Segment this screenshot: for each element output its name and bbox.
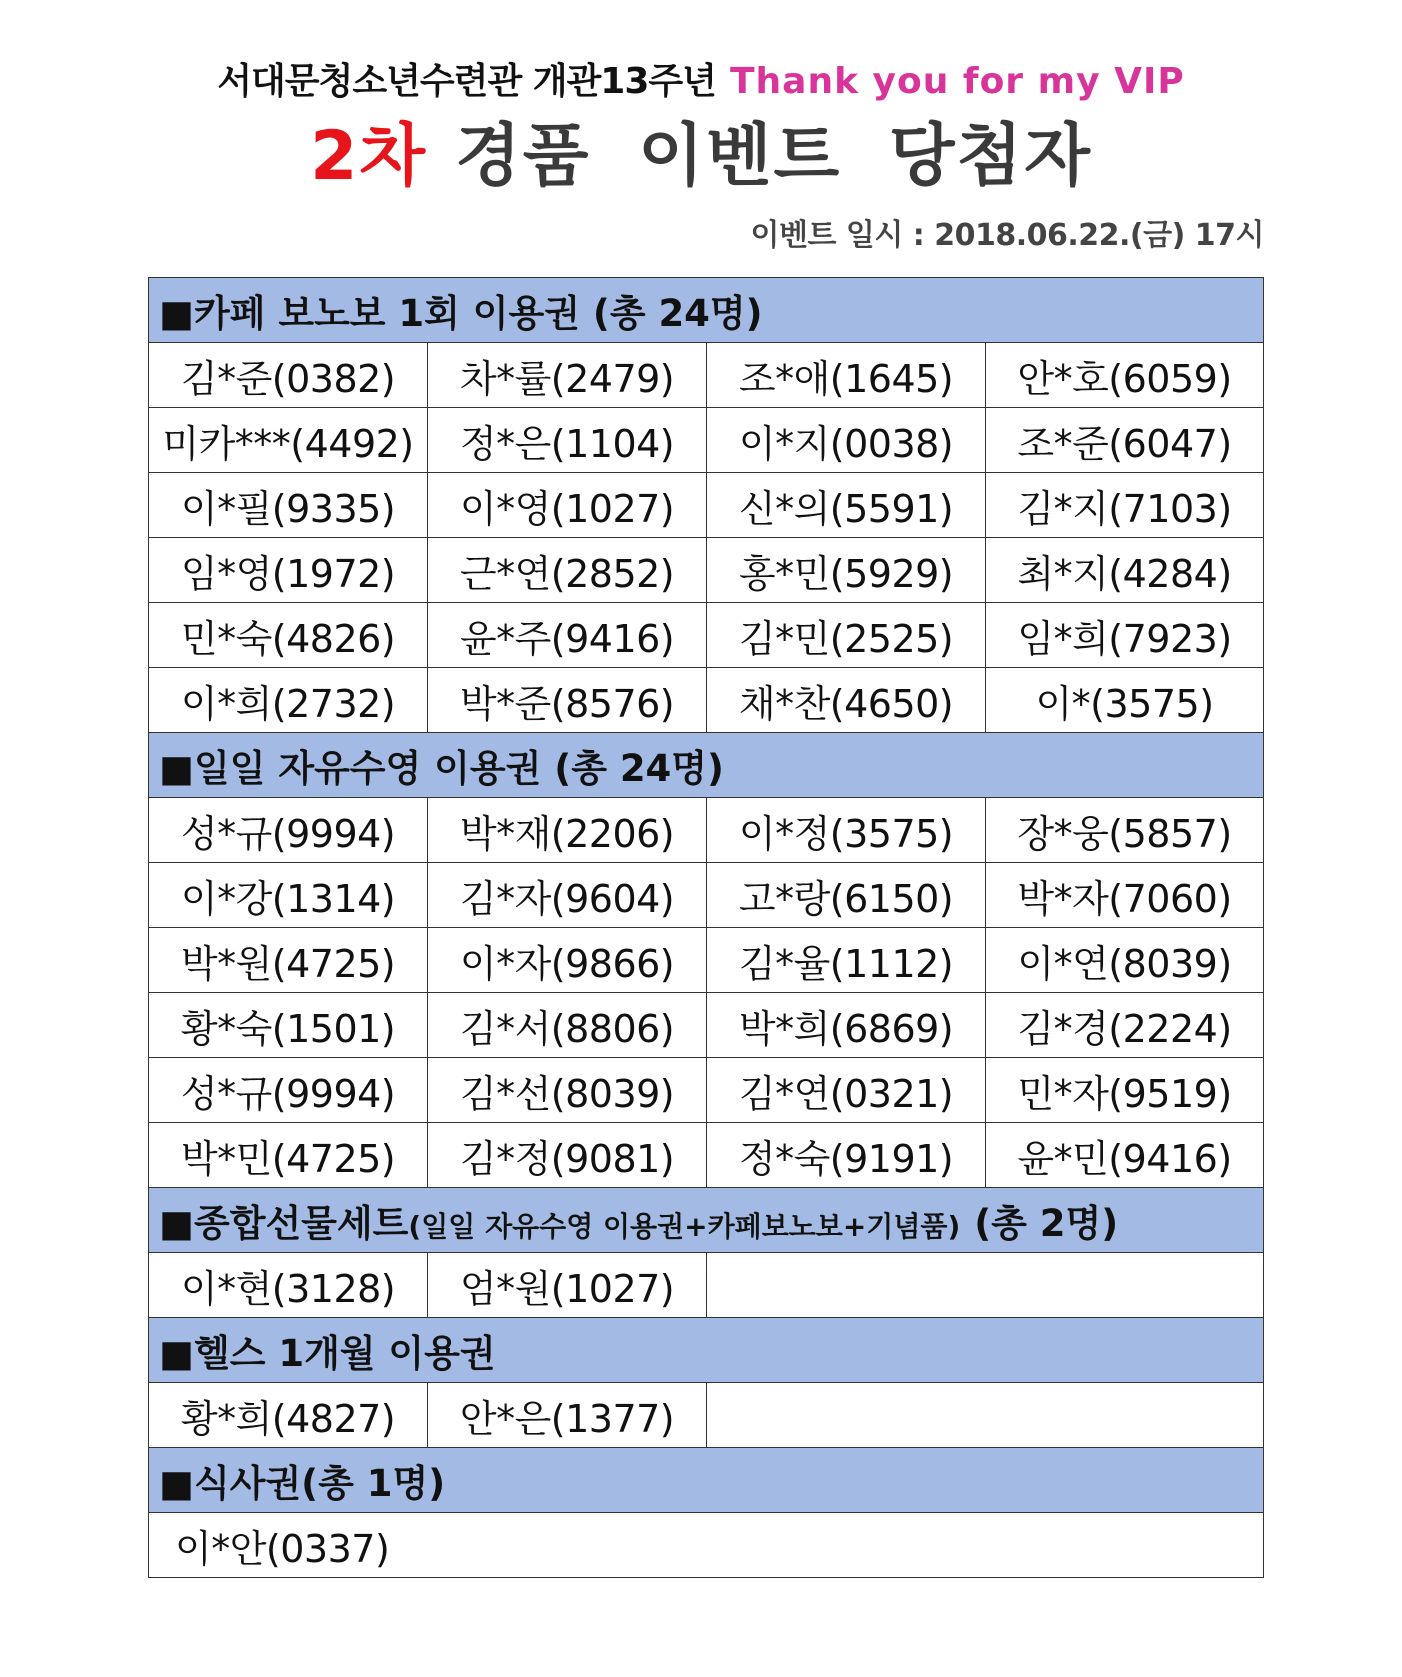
winner-cell: 이*지(0038): [707, 408, 986, 473]
table-row: [149, 798, 1264, 863]
winner-cell: 박*원(4725): [149, 928, 428, 993]
winner-cell: 이*정(3575): [707, 798, 986, 863]
winner-cell: 김*선(8039): [428, 1058, 707, 1123]
section-title: ■식사권(총 1명): [149, 1448, 1264, 1513]
event-date: 이벤트 일시 : 2018.06.22.(금) 17시: [750, 218, 1264, 253]
table-row: [149, 343, 1264, 408]
table-row: [149, 1058, 1264, 1123]
organization-title: 서대문청소년수련관 개관13주년: [217, 61, 716, 102]
winner-cell: 성*규(9994): [149, 798, 428, 863]
winner-cell: 김*서(8806): [428, 993, 707, 1058]
section-title: ■카페 보노보 1회 이용권 (총 24명): [149, 278, 1264, 343]
section-header: [149, 1318, 1264, 1383]
table-row: [149, 928, 1264, 993]
winner-cell: 김*민(2525): [707, 603, 986, 668]
winner-cell: 김*율(1112): [707, 928, 986, 993]
winner-cell: 조*준(6047): [986, 408, 1264, 473]
table-row: [149, 538, 1264, 603]
empty-cell: [707, 1253, 1264, 1318]
winner-cell: 이*(3575): [986, 668, 1264, 733]
winner-cell: 성*규(9994): [149, 1058, 428, 1123]
winner-cell: 박*희(6869): [707, 993, 986, 1058]
winner-cell: 박*준(8576): [428, 668, 707, 733]
round-label: 2차: [310, 117, 428, 196]
winner-cell: 박*자(7060): [986, 863, 1264, 928]
winner-cell: 정*은(1104): [428, 408, 707, 473]
table-row: [149, 863, 1264, 928]
winner-cell: 정*숙(9191): [707, 1123, 986, 1188]
winner-cell: 김*경(2224): [986, 993, 1264, 1058]
table-row: [149, 408, 1264, 473]
table-row: [149, 1513, 1264, 1578]
table-row: [149, 1123, 1264, 1188]
table-row: [149, 993, 1264, 1058]
table-row: [149, 1383, 1264, 1448]
winner-cell: 윤*주(9416): [428, 603, 707, 668]
page-title: [0, 112, 1402, 202]
winner-cell: 조*애(1645): [707, 343, 986, 408]
winner-cell: 장*웅(5857): [986, 798, 1264, 863]
section-title-main: ■종합선물세트: [159, 1202, 409, 1245]
winner-cell: 민*자(9519): [986, 1058, 1264, 1123]
winner-cell: 이*연(8039): [986, 928, 1264, 993]
winner-cell: 민*숙(4826): [149, 603, 428, 668]
winner-cell: 채*찬(4650): [707, 668, 986, 733]
winner-cell: 엄*원(1027): [428, 1253, 707, 1318]
section-header: [149, 278, 1264, 343]
winner-cell: 고*랑(6150): [707, 863, 986, 928]
winner-cell: 안*호(6059): [986, 343, 1264, 408]
winner-cell: 미카***(4492): [149, 408, 428, 473]
winner-cell: 임*희(7923): [986, 603, 1264, 668]
winner-cell: 차*률(2479): [428, 343, 707, 408]
thanks-message: Thank you for my VIP: [729, 61, 1185, 102]
winner-cell: 이*희(2732): [149, 668, 428, 733]
section-title-count: (총 2명): [974, 1202, 1119, 1245]
winners-table: [148, 277, 1264, 1578]
winner-cell: 홍*민(5929): [707, 538, 986, 603]
winner-cell: 김*정(9081): [428, 1123, 707, 1188]
section-header: [149, 733, 1264, 798]
winner-cell: 김*연(0321): [707, 1058, 986, 1123]
section-title: ■헬스 1개월 이용권: [149, 1318, 1264, 1383]
winner-cell: 최*지(4284): [986, 538, 1264, 603]
winner-cell: 김*자(9604): [428, 863, 707, 928]
table-row: [149, 668, 1264, 733]
empty-cell: [707, 1383, 1264, 1448]
winner-cell: 이*필(9335): [149, 473, 428, 538]
winner-cell: 근*연(2852): [428, 538, 707, 603]
table-row: [149, 473, 1264, 538]
winner-cell: 김*지(7103): [986, 473, 1264, 538]
winner-cell: 박*재(2206): [428, 798, 707, 863]
winner-cell: 안*은(1377): [428, 1383, 707, 1448]
winner-cell: 윤*민(9416): [986, 1123, 1264, 1188]
table-row: [149, 1253, 1264, 1318]
winner-cell: 박*민(4725): [149, 1123, 428, 1188]
winner-cell: 이*강(1314): [149, 863, 428, 928]
winner-cell: 신*의(5591): [707, 473, 986, 538]
table-row: [149, 603, 1264, 668]
winner-cell: 이*자(9866): [428, 928, 707, 993]
winner-cell: 임*영(1972): [149, 538, 428, 603]
winner-cell: 김*준(0382): [149, 343, 428, 408]
winner-cell: 황*숙(1501): [149, 993, 428, 1058]
winner-cell: 황*희(4827): [149, 1383, 428, 1448]
event-title: 경품 이벤트 당첨자: [455, 117, 1092, 196]
section-title: [149, 1188, 1264, 1253]
section-title: ■일일 자유수영 이용권 (총 24명): [149, 733, 1264, 798]
section-title-detail: (일일 자유수영 이용권+카페보노보+기념품): [408, 1210, 961, 1243]
winner-cell: 이*안(0337): [149, 1513, 1264, 1578]
section-header: [149, 1448, 1264, 1513]
winner-cell: 이*영(1027): [428, 473, 707, 538]
winner-cell: 이*현(3128): [149, 1253, 428, 1318]
header-line-1: [0, 52, 1402, 112]
section-header: [149, 1188, 1264, 1253]
